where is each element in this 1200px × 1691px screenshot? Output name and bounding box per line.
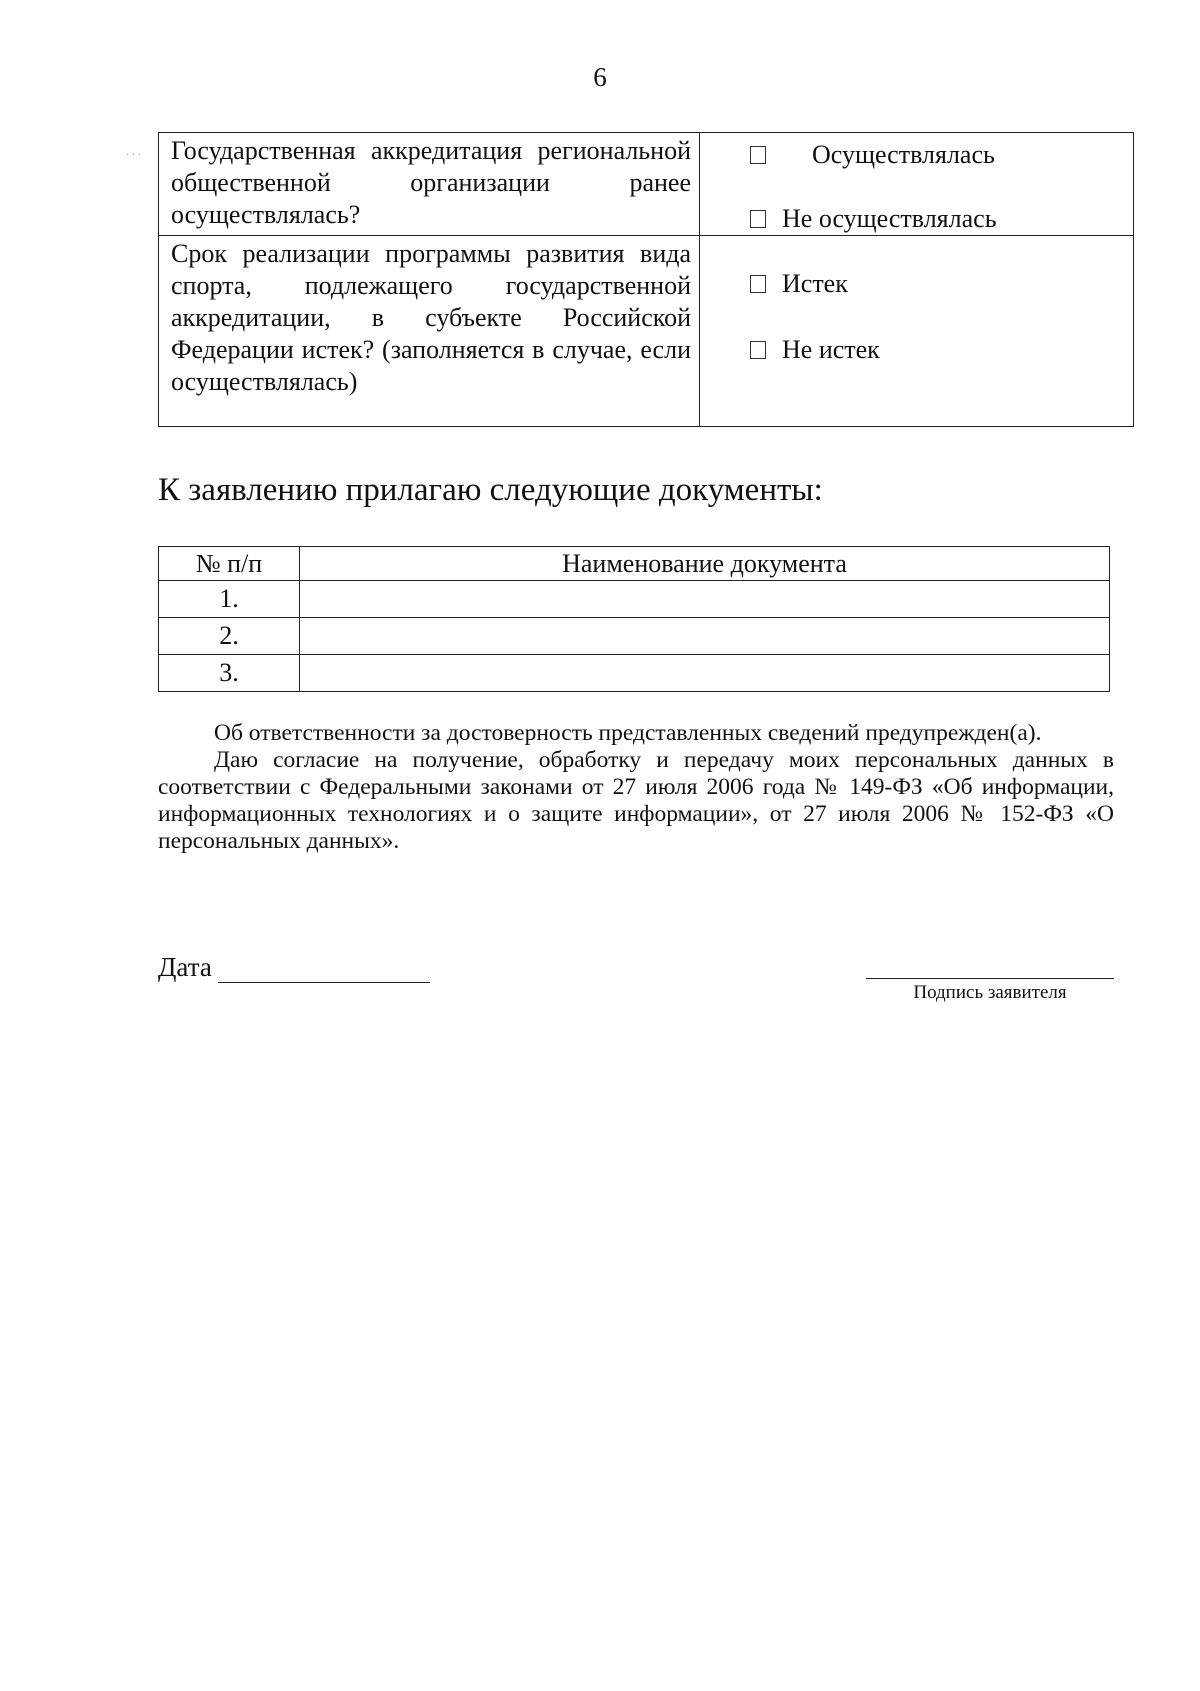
date-blank-line[interactable] [218,956,430,983]
attachments-heading: К заявлению прилагаю следующие документы: [158,472,823,508]
date-label: Дата [158,952,212,982]
table-header [159,547,1110,581]
document-name-cell[interactable] [300,618,1110,655]
signature-line[interactable] [866,978,1114,979]
option-label: Не осуществлялась [782,204,997,233]
table-row [159,618,1110,655]
option-accredited[interactable] [700,139,1133,171]
scan-artifact: · · · [126,150,141,161]
table-row [159,655,1110,692]
question-row-program-term [159,236,1134,427]
row-number: 1. [159,581,300,618]
option-label: Не истек [782,335,880,364]
document-name-cell[interactable] [300,655,1110,692]
table-row [159,581,1110,618]
option-expired[interactable] [700,268,1133,300]
question-text: Государственная аккредитация региональной общественной организации ранее осуществлялась? [171,136,691,229]
row-number: 2. [159,618,300,655]
option-label: Истек [782,269,848,298]
attachments-table [158,546,1110,692]
document-name-cell[interactable] [300,581,1110,618]
questions-table [158,132,1134,427]
checkbox-icon[interactable] [750,341,766,359]
row-number: 3. [159,655,300,692]
question-text: Срок реализации программы развития вида спорта, подлежащего государственной аккредитации, в субъекте Российской Федерации истек? (заполняется в случае, если осуществлялась) [171,239,691,396]
option-not-expired[interactable] [700,334,1133,366]
checkbox-icon[interactable] [750,146,766,164]
date-field [158,952,430,983]
checkbox-icon[interactable] [750,275,766,293]
checkbox-icon[interactable] [750,210,766,228]
column-header-document-name: Наименование документа [300,547,1110,581]
signature-caption: Подпись заявителя [913,982,1067,1003]
page-number: 6 [593,62,607,92]
column-header-number: № п/п [159,547,300,581]
consent-statement: Даю согласие на получение, обработку и передачу моих персональных данных в соответствии с Федеральными законами от 27 июля 2006 года № 149-ФЗ «Об информации, информационных технологиях и о защите информации», от 27 июля 2006 № 152-ФЗ «О персональных данных». [158,747,1114,854]
responsibility-statement: Об ответственности за достоверность представленных сведений предупрежден(а). [214,720,1042,746]
consent-notice [158,720,1114,855]
option-label: Осуществлялась [812,140,995,169]
option-not-accredited[interactable] [700,203,1133,235]
question-row-accreditation [159,133,1134,236]
